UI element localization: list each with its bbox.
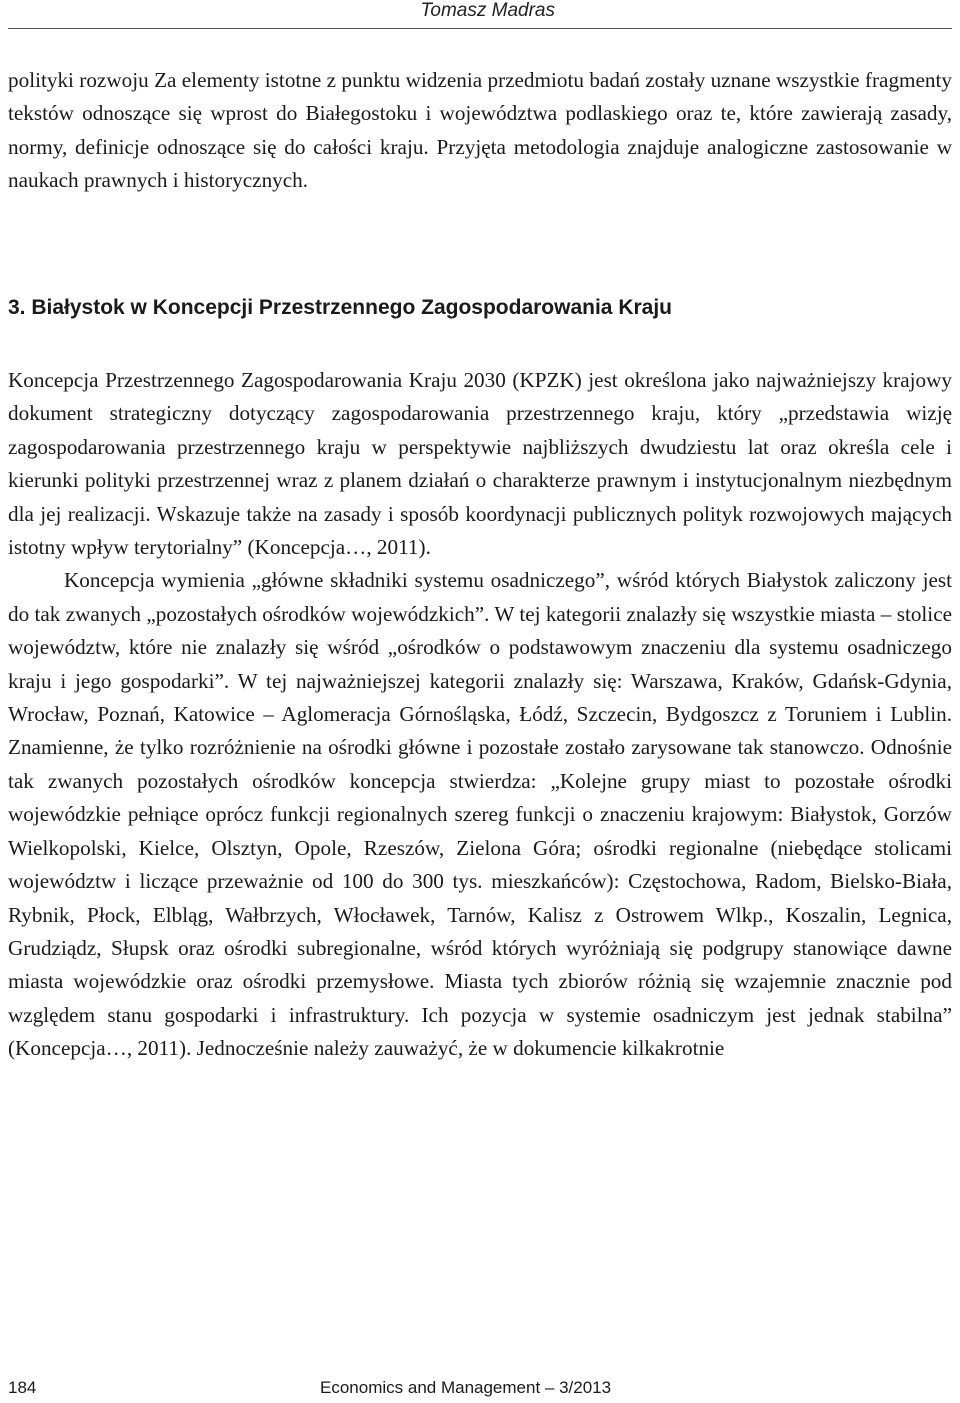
intro-paragraph: polityki rozwoju Za elementy istotne z punktu widzenia przedmiotu badań zostały uznane wszystkie fragmenty tekstów odnoszące się wprost do Białegostoku i województwa podlaskiego oraz te, które zawierają zasady, normy, definicje odnoszące się do całości kraju. Przyjęta metodologia znajduje analogiczne zastosowanie w naukach prawnych i historycznych.: [8, 68, 952, 193]
header-divider: [8, 28, 952, 29]
section-heading: 3. Białystok w Koncepcji Przestrzennego Zagospodarowania Kraju: [8, 296, 672, 319]
body-paragraph-2: Koncepcja wymienia „główne składniki systemu osadniczego”, wśród których Białystok zaliczony jest do tak zwanych „pozostałych ośrodków wojewódzkich”. W tej kategorii znalazły się wszystkie miasta – stolice województw, które nie znalazły się wśród „ośrodków o podstawowym znaczeniu dla systemu osadniczego kraju i jego gospodarki”. W tej najważniejszej kategorii znalazły się: Warszawa, Kraków, Gdańsk-Gdynia, Wrocław, Poznań, Katowice – Aglomeracja Górnośląska, Łódź, Szczecin, Bydgoszcz z Toruniem i Lublin. Znamienne, że tylko rozróżnienie na ośrodki główne i pozostałe zostało zarysowane tak stanowczo. Odnośnie tak zwanych pozostałych ośrodków koncepcja stwierdza: „Kolejne grupy miast to pozostałe ośrodki wojewódzkie pełniące oprócz funkcji regionalnych szereg funkcji o znaczeniu krajowym: Białystok, Gorzów Wielkopolski, Kielce, Olsztyn, Opole, Rzeszów, Zielona Góra; ośrodki regionalne (niebędące stolicami województw i liczące przeważnie od 100 do 300 tys. mieszkańców): Częstochowa, Radom, Bielsko-Biała, Rybnik, Płock, Elbląg, Wałbrzych, Włocławek, Tarnów, Kalisz z Ostrowem Wlkp., Koszalin, Legnica, Grudziądz, Słupsk oraz ośrodki subregionalne, wśród których wyróżniają się podgrupy stanowiące dawne miasta wojewódzkie oraz ośrodki przemysłowe. Miasta tych zbiorów różnią się wzajemnie znacznie pod względem stanu gospodarki i infrastruktury. Ich pozycja w systemie osadniczym jest jednak stabilna” (Koncepcja…, 2011). Jednocześnie należy zauważyć, że w dokumencie kilkakrotnie: [8, 568, 952, 1061]
page-footer: [8, 1376, 952, 1400]
page-number: 184: [8, 1378, 37, 1397]
section-body: [8, 364, 952, 1066]
running-head-author: Tomasz Madras: [420, 0, 555, 21]
body-paragraph-1: Koncepcja Przestrzennego Zagospodarowania Kraju 2030 (KPZK) jest określona jako najważniejszy krajowy dokument strategiczny dotyczący zagospodarowania przestrzennego kraju, który „przedstawia wizję zagospodarowania przestrzennego kraju w perspektywie najbliższych dwudziestu lat oraz określa cele i kierunki polityki przestrzennej wraz z planem działań o charakterze prawnym i instytucjonalnym niezbędnym dla jej realizacji. Wskazuje także na zasady i sposób koordynacji publicznych polityk rozwojowych mających istotny wpływ terytorialny” (Koncepcja…, 2011).: [8, 368, 952, 560]
journal-info: Economics and Management – 3/2013: [320, 1378, 612, 1397]
